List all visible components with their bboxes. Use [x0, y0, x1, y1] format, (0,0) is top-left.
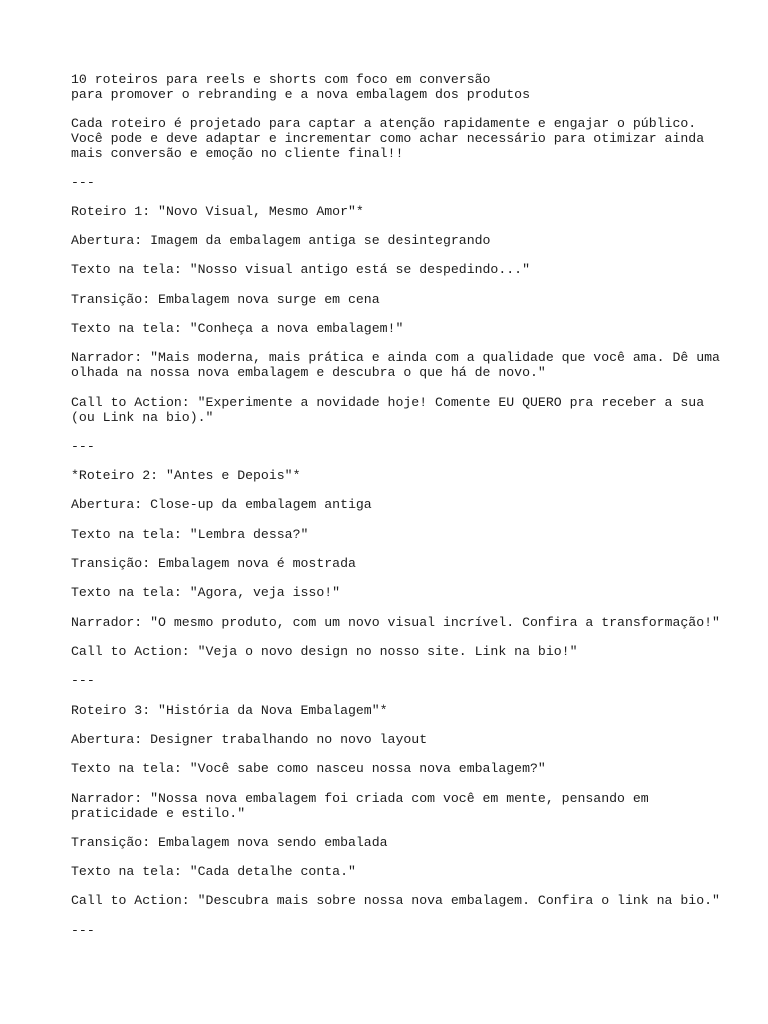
separator: ---	[71, 923, 95, 938]
roteiro-title: Roteiro 3: "História da Nova Embalagem"*	[71, 703, 388, 718]
roteiro-line: Texto na tela: "Lembra dessa?"	[71, 527, 309, 542]
roteiro-line: Call to Action: "Experimente a novidade hoje! Comente EU QUERO pra receber a sua (ou Link na bio)."	[71, 395, 705, 425]
roteiro-line: Transição: Embalagem nova surge em cena	[71, 292, 380, 307]
roteiro-line: Texto na tela: "Conheça a nova embalagem!"	[71, 321, 404, 336]
roteiro-line: Texto na tela: "Agora, veja isso!"	[71, 585, 341, 600]
roteiro-line: Transição: Embalagem nova é mostrada	[71, 556, 356, 571]
document-intro: Cada roteiro é projetado para captar a atenção rapidamente e engajar o público. Você pode e deve adaptar e incrementar como achar necessário para otimizar ainda mais conversão e emoção no cliente final!!	[71, 116, 705, 161]
roteiro-line: Abertura: Imagem da embalagem antiga se desintegrando	[71, 233, 491, 248]
roteiro-line: Call to Action: "Veja o novo design no nosso site. Link na bio!"	[71, 644, 578, 659]
roteiro-line: Texto na tela: "Você sabe como nasceu nossa nova embalagem?"	[71, 761, 546, 776]
separator: ---	[71, 439, 95, 454]
roteiro-line: Abertura: Designer trabalhando no novo layout	[71, 732, 428, 747]
separator: ---	[71, 175, 95, 190]
roteiro-line: Narrador: "Nossa nova embalagem foi criada com você em mente, pensando em praticidade e estilo."	[71, 791, 649, 821]
roteiro-line: Abertura: Close-up da embalagem antiga	[71, 497, 372, 512]
roteiro-line: Narrador: "O mesmo produto, com um novo visual incrível. Confira a transformação!"	[71, 615, 720, 630]
roteiro-line: Call to Action: "Descubra mais sobre nossa nova embalagem. Confira o link na bio."	[71, 893, 720, 908]
separator: ---	[71, 673, 95, 688]
roteiro-line: Texto na tela: "Nosso visual antigo está se despedindo..."	[71, 262, 530, 277]
document-heading: 10 roteiros para reels e shorts com foco em conversão para promover o rebranding e a nova embalagem dos produtos	[71, 72, 530, 102]
roteiro-line: Texto na tela: "Cada detalhe conta."	[71, 864, 356, 879]
roteiro-title: Roteiro 1: "Novo Visual, Mesmo Amor"*	[71, 204, 364, 219]
roteiro-title: *Roteiro 2: "Antes e Depois"*	[71, 468, 301, 483]
roteiro-line: Transição: Embalagem nova sendo embalada	[71, 835, 388, 850]
roteiro-line: Narrador: "Mais moderna, mais prática e ainda com a qualidade que você ama. Dê uma olhada na nossa nova embalagem e descubra o que há de novo."	[71, 350, 720, 380]
